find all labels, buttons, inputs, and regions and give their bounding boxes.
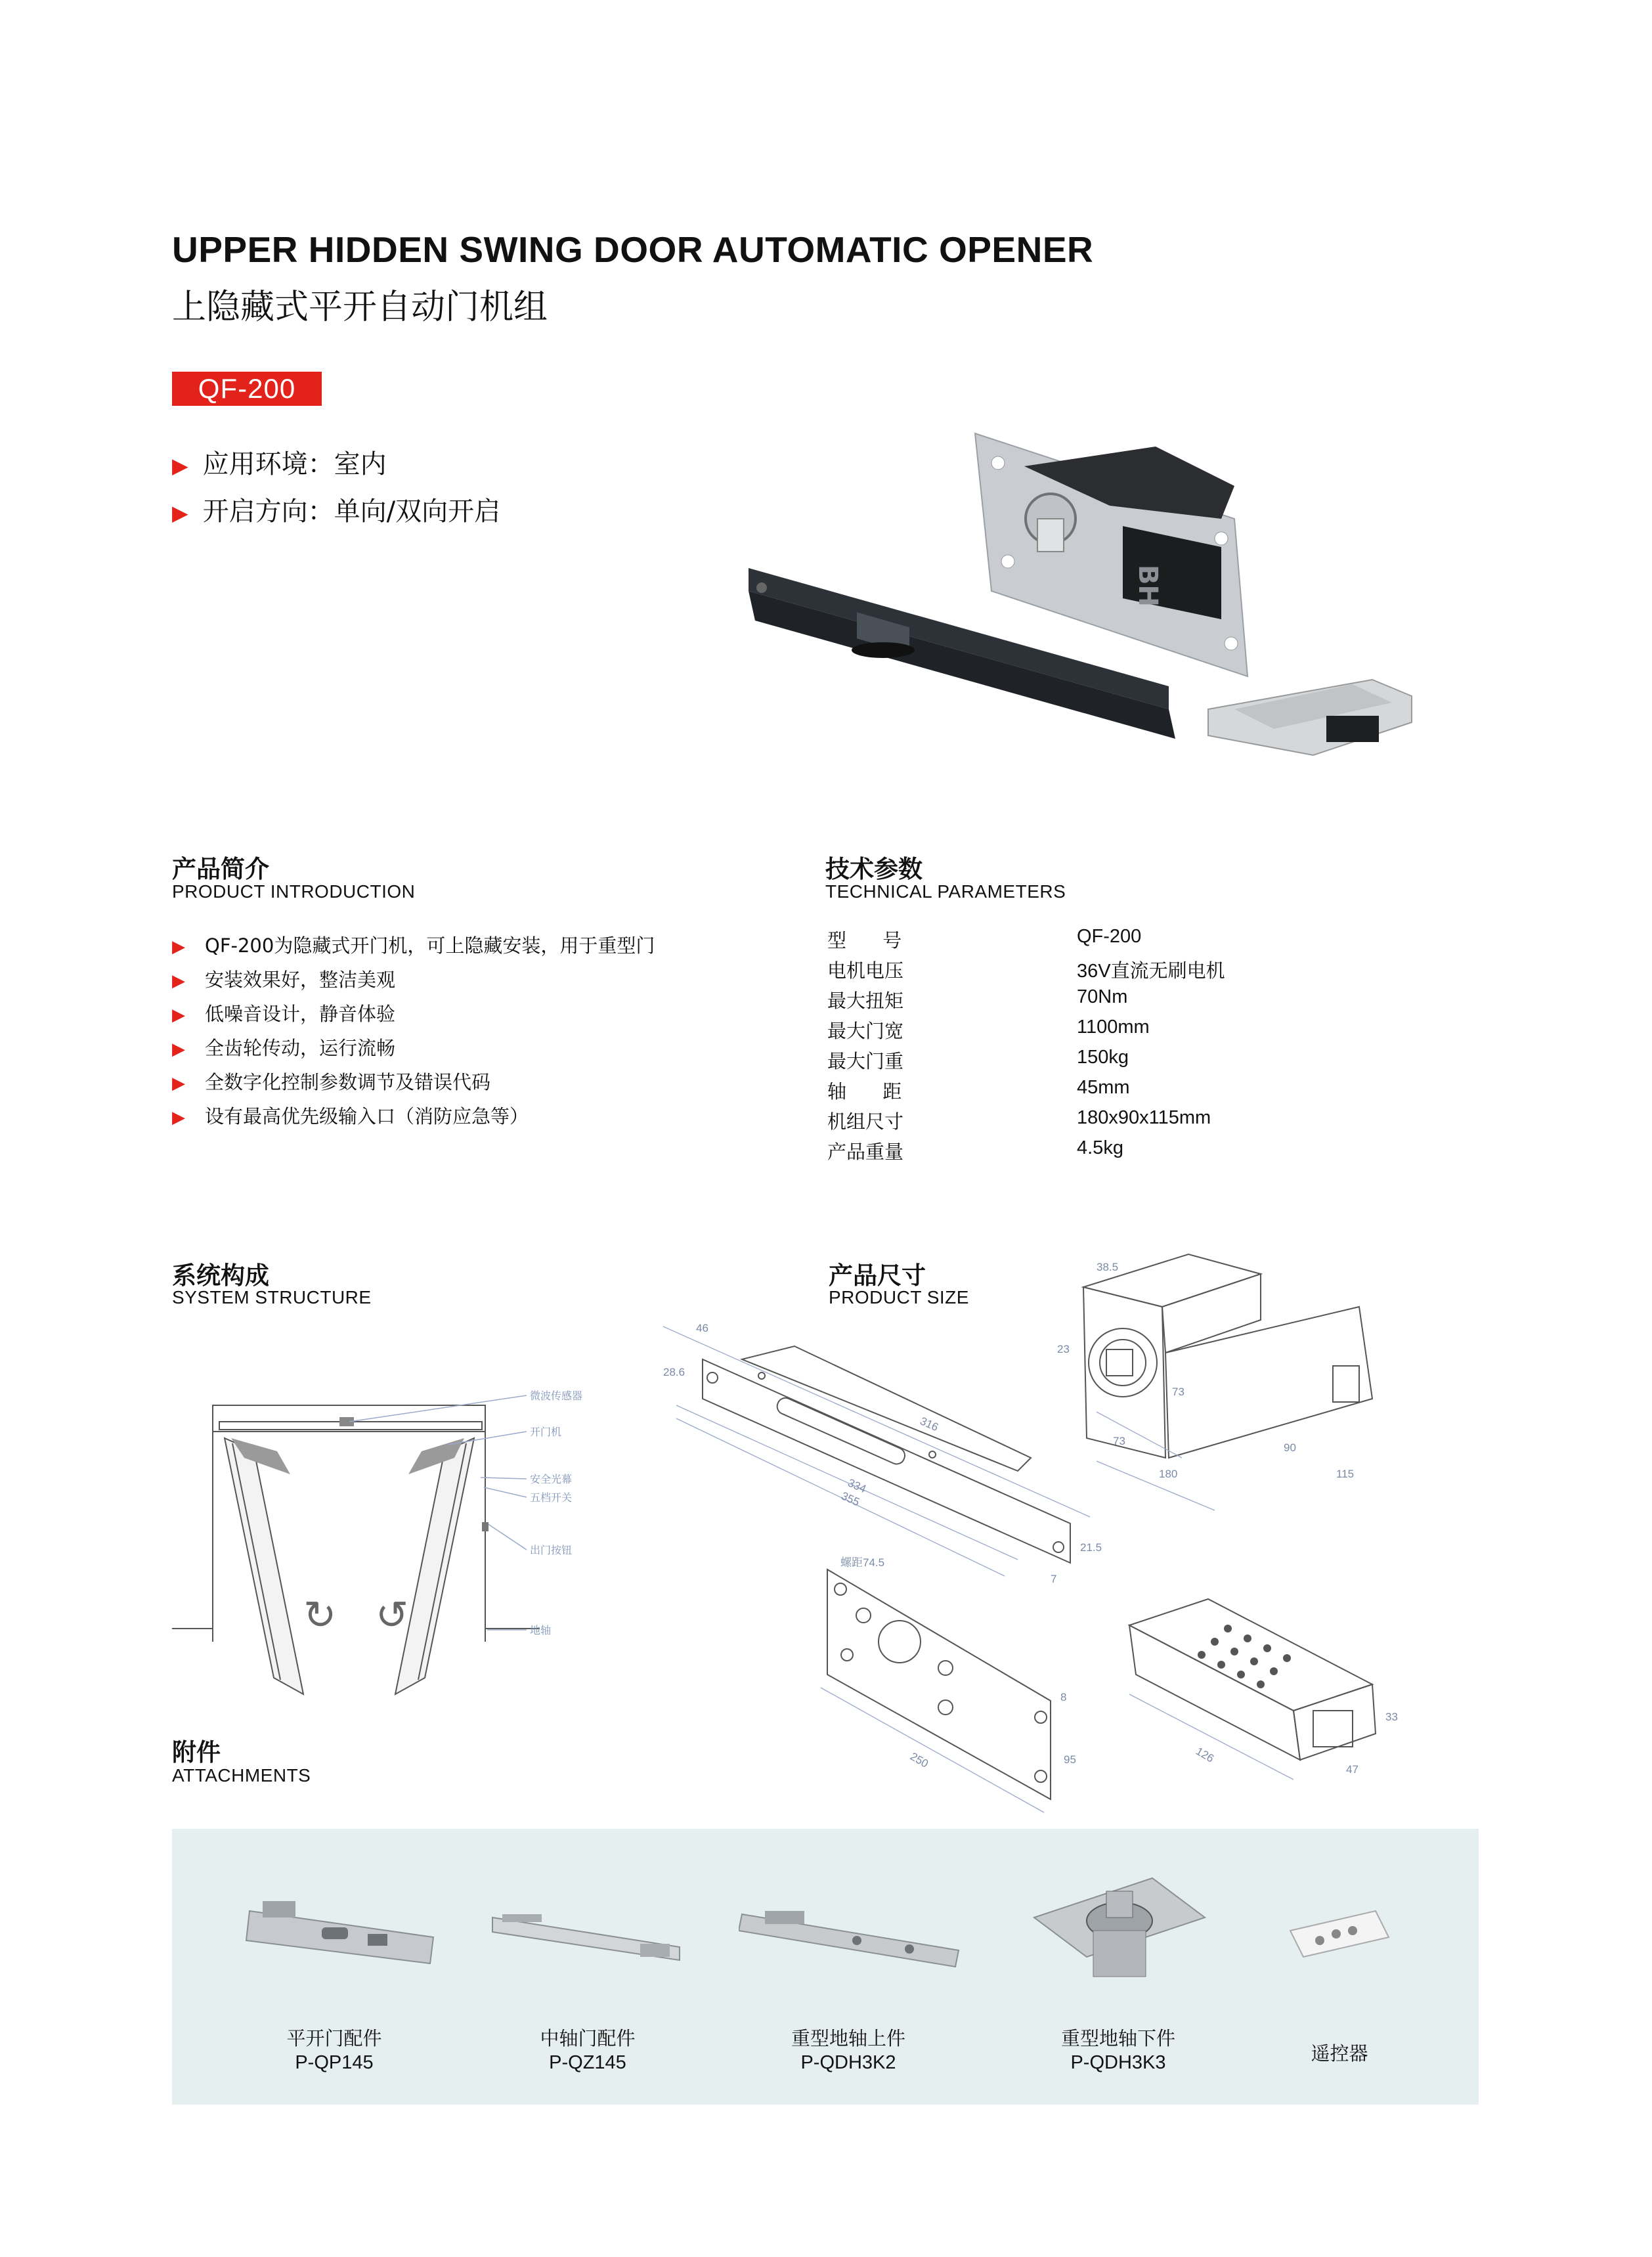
param-value-unit-size: 180x90x115mm	[1077, 1107, 1211, 1128]
param-value-door-width: 1100mm	[1077, 1017, 1150, 1038]
attachment-image-qdh3k2	[739, 1891, 962, 1977]
intro-item: ▶ 安装效果好，整洁美观	[172, 969, 396, 991]
title-en: UPPER HIDDEN SWING DOOR AUTOMATIC OPENER	[172, 229, 1094, 270]
dim-motor-115: 115	[1336, 1468, 1355, 1480]
intro-title-en: PRODUCT INTRODUCTION	[172, 881, 416, 902]
dim-motor-90: 90	[1284, 1441, 1296, 1454]
system-structure-diagram	[172, 1366, 645, 1707]
attachment-code-2: P-QZ145	[549, 2052, 626, 2073]
param-key-door-weight: 最大门重	[827, 1050, 904, 1072]
attachment-name-5: 遥控器	[1311, 2042, 1368, 2065]
param-value-axis: 45mm	[1077, 1077, 1130, 1098]
param-key-weight: 产品重量	[827, 1141, 904, 1163]
dim-rail-7: 7	[1051, 1573, 1057, 1585]
attachment-image-qdh3k3	[1028, 1872, 1211, 2003]
param-value-torque: 70Nm	[1077, 986, 1128, 1007]
triangle-bullet-icon: ▶	[172, 937, 185, 957]
svg-text:BH: BH	[1133, 565, 1163, 607]
param-value-door-weight: 150kg	[1077, 1047, 1129, 1068]
params-title-en: TECHNICAL PARAMETERS	[825, 881, 1066, 902]
svg-text:↻: ↻	[303, 1592, 337, 1638]
svg-text:↺: ↺	[376, 1592, 409, 1638]
structure-title-cn: 系统构成	[172, 1261, 269, 1290]
spec-direction: ▶ 开启方向：单向/双向开启	[172, 496, 501, 527]
attachment-image-qz145	[489, 1891, 686, 1977]
model-badge: QF-200	[172, 372, 322, 406]
spec-environment: ▶ 应用环境：室内	[172, 449, 387, 479]
label-opener: 开门机	[530, 1426, 562, 1438]
attachment-name-3: 重型地轴上件	[791, 2027, 905, 2049]
param-key-model: 型 号	[827, 929, 902, 952]
attachment-code-1: P-QP145	[295, 2052, 374, 2073]
dim-rail-46: 46	[696, 1322, 708, 1334]
product-hero-image	[749, 427, 1458, 821]
dim-motor-h: 73	[1172, 1386, 1185, 1398]
size-title-en: PRODUCT SIZE	[829, 1287, 969, 1307]
attachment-name-2: 中轴门配件	[540, 2027, 636, 2049]
param-value-weight: 4.5kg	[1077, 1137, 1123, 1158]
attach-title-cn: 附件	[172, 1738, 221, 1766]
label-exit-button: 出门按钮	[530, 1544, 573, 1556]
dim-plate-hole: 螺距74.5	[840, 1556, 885, 1569]
dim-rail-355: 355	[839, 1489, 862, 1509]
dim-rail-21: 21.5	[1080, 1541, 1102, 1554]
product-size-drawing	[650, 1248, 1464, 1826]
attachment-code-4: P-QDH3K3	[1070, 2052, 1166, 2073]
dim-plate-len: 250	[908, 1750, 931, 1770]
dim-psu-len: 126	[1194, 1745, 1217, 1765]
dim-rail-334: 334	[846, 1476, 869, 1496]
size-title-cn: 产品尺寸	[829, 1261, 926, 1290]
intro-item: ▶ QF-200为隐藏式开门机，可上隐藏安装，用于重型门	[172, 934, 655, 957]
param-value-voltage: 36V直流无刷电机	[1077, 961, 1225, 982]
label-floor-pivot: 地轴	[530, 1624, 552, 1636]
dim-motor-w: 73	[1113, 1435, 1125, 1447]
triangle-bullet-icon: ▶	[172, 453, 188, 478]
dim-psu-h: 33	[1385, 1711, 1398, 1723]
label-safety-curtain: 安全光幕	[530, 1473, 573, 1485]
label-five-position-switch: 五档开关	[530, 1491, 573, 1504]
attachment-image-qp145	[243, 1891, 440, 1977]
triangle-bullet-icon: ▶	[172, 1074, 185, 1093]
intro-item: ▶ 全齿轮传动，运行流畅	[172, 1037, 396, 1059]
structure-title-en: SYSTEM STRUCTURE	[172, 1287, 372, 1307]
param-key-door-width: 最大门宽	[827, 1020, 904, 1042]
dim-motor-side: 23	[1057, 1343, 1070, 1355]
triangle-bullet-icon: ▶	[172, 1005, 185, 1025]
dim-plate-t: 8	[1060, 1691, 1067, 1703]
dim-rail-316: 316	[918, 1414, 941, 1434]
dim-rail-28: 28.6	[663, 1366, 685, 1378]
intro-title-cn: 产品简介	[172, 855, 269, 883]
dim-motor-len: 180	[1159, 1468, 1178, 1480]
param-value-model: QF-200	[1077, 926, 1142, 947]
title-cn: 上隐藏式平开自动门机组	[172, 288, 548, 327]
param-key-unit-size: 机组尺寸	[827, 1110, 904, 1133]
dim-psu-w: 47	[1346, 1763, 1359, 1776]
params-title-cn: 技术参数	[825, 855, 923, 883]
attachment-name-4: 重型地轴下件	[1060, 2027, 1175, 2049]
param-key-voltage: 电机电压	[827, 959, 904, 982]
triangle-bullet-icon: ▶	[172, 500, 188, 525]
attach-title-en: ATTACHMENTS	[172, 1765, 311, 1786]
param-key-axis: 轴 距	[827, 1080, 902, 1103]
intro-item: ▶ 低噪音设计，静音体验	[172, 1003, 396, 1025]
attachment-name-1: 平开门配件	[286, 2027, 382, 2049]
triangle-bullet-icon: ▶	[172, 971, 185, 991]
attachment-code-3: P-QDH3K2	[800, 2052, 896, 2073]
triangle-bullet-icon: ▶	[172, 1108, 185, 1128]
param-key-torque: 最大扭矩	[827, 990, 904, 1012]
attachment-image-remote	[1284, 1904, 1395, 1970]
triangle-bullet-icon: ▶	[172, 1040, 185, 1059]
intro-item: ▶ 全数字化控制参数调节及错误代码	[172, 1071, 491, 1093]
label-microwave-sensor: 微波传感器	[530, 1390, 583, 1402]
intro-item: ▶ 设有最高优先级输入口（消防应急等）	[172, 1105, 529, 1128]
dim-plate-w: 95	[1064, 1753, 1076, 1766]
dim-motor-top: 38.5	[1097, 1261, 1119, 1273]
